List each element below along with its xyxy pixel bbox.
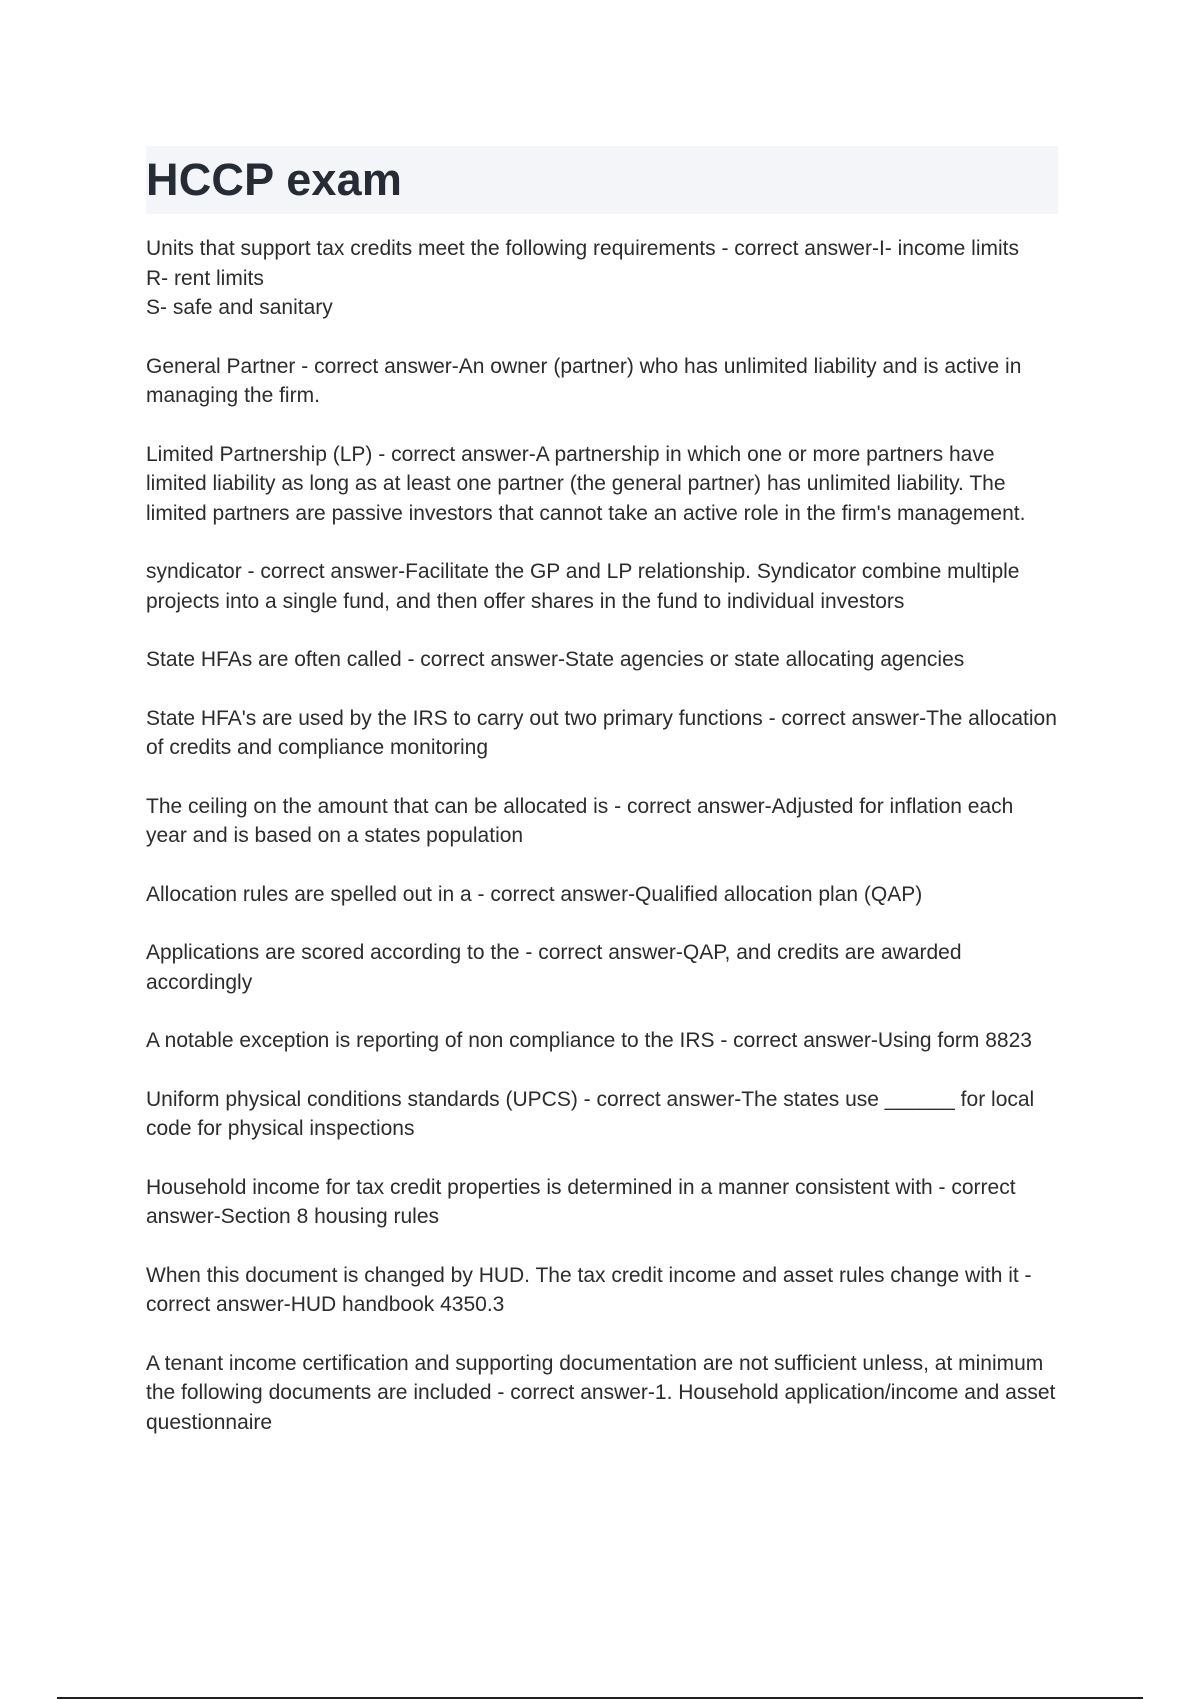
qa-entry: syndicator - correct answer-Facilitate the GP and LP relationship. Syndicator combine multiple projects into a single fund, and then offer shares in the fund to individual investors <box>146 560 1020 613</box>
qa-entry: Limited Partnership (LP) - correct answer-A partnership in which one or more partners have limited liability as long as at least one partner (the general partner) has unlimited liability. The limited partners are passive investors that cannot take an active role in the firm's management. <box>146 442 1026 525</box>
page-title: HCCP exam <box>146 154 403 205</box>
qa-entry: When this document is changed by HUD. The tax credit income and asset rules change with it - correct answer-HUD handbook 4350.3 <box>146 1263 1032 1316</box>
qa-entry: State HFA's are used by the IRS to carry out two primary functions - correct answer-The allocation of credits and compliance monitoring <box>146 706 1057 759</box>
qa-entry: Household income for tax credit properties is determined in a manner consistent with - correct answer-Section 8 housing rules <box>146 1175 1016 1228</box>
qa-entry: Units that support tax credits meet the following requirements - correct answer-I- income limits R- rent limits S- safe and sanitary <box>146 237 1019 319</box>
qa-entry: Applications are scored according to the - correct answer-QAP, and credits are awarded accordingly <box>146 941 962 994</box>
qa-entry: Allocation rules are spelled out in a - correct answer-Qualified allocation plan (QAP) <box>146 882 923 906</box>
qa-entry: Uniform physical conditions standards (UPCS) - correct answer-The states use ______ for local code for physical inspections <box>146 1087 1035 1140</box>
qa-entry: A notable exception is reporting of non compliance to the IRS - correct answer-Using form 8823 <box>146 1029 1032 1052</box>
qa-entry: State HFAs are often called - correct answer-State agencies or state allocating agencies <box>146 648 965 671</box>
qa-entry: General Partner - correct answer-An owner (partner) who has unlimited liability and is active in managing the firm. <box>146 354 1022 407</box>
qa-entry: The ceiling on the amount that can be allocated is - correct answer-Adjusted for inflation each year and is based on a states population <box>146 794 1014 847</box>
document-page <box>146 146 1058 1466</box>
title-bar <box>146 146 1058 214</box>
qa-entry: A tenant income certification and supporting documentation are not sufficient unless, at minimum the following documents are included - correct answer-1. Household application/income and asset questionnaire <box>146 1351 1056 1434</box>
footer-divider <box>57 1697 1143 1699</box>
